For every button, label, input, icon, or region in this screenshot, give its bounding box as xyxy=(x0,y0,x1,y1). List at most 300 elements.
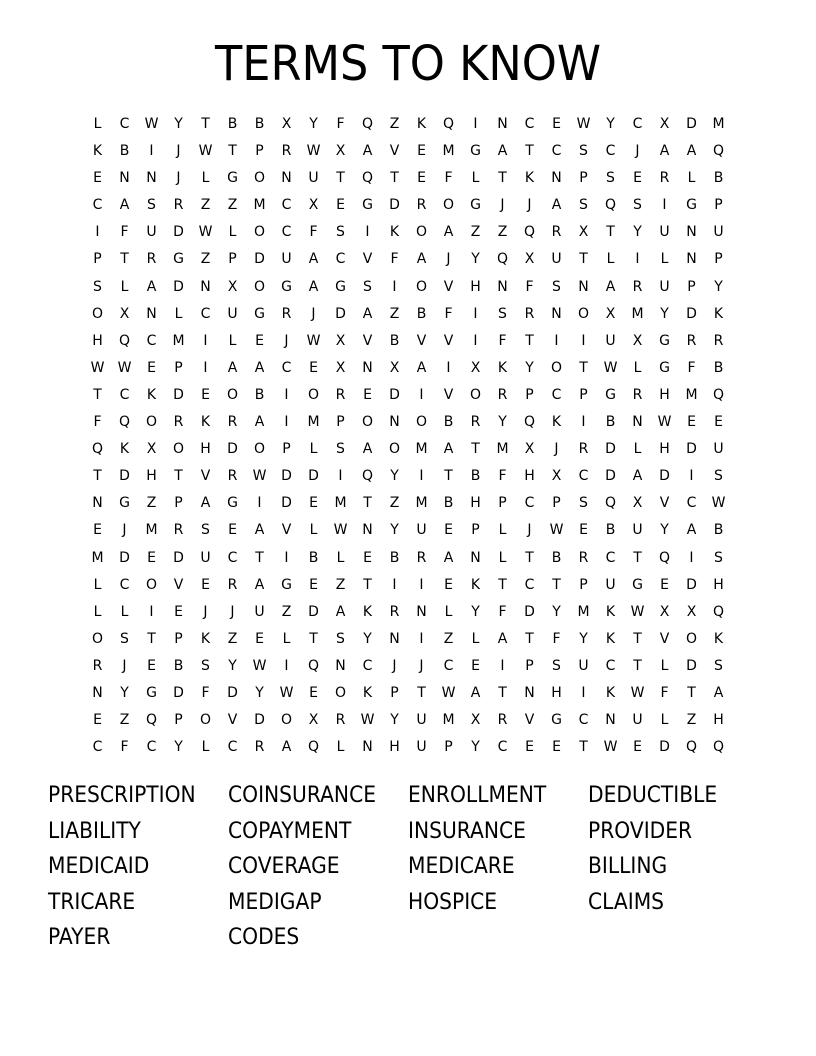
grid-letter[interactable]: B xyxy=(713,170,724,187)
grid-letter[interactable]: C xyxy=(362,657,373,674)
grid-letter[interactable]: J xyxy=(176,170,181,187)
grid-letter[interactable]: I xyxy=(338,468,343,485)
grid-letter[interactable]: N xyxy=(146,305,157,322)
grid-letter[interactable]: D xyxy=(389,197,400,214)
grid-letter[interactable]: L xyxy=(498,549,507,566)
grid-letter[interactable]: Y xyxy=(552,603,561,620)
grid-letter[interactable]: F xyxy=(498,332,507,349)
grid-letter[interactable]: K xyxy=(605,603,616,620)
grid-letter[interactable]: I xyxy=(149,603,154,620)
grid-letter[interactable]: J xyxy=(122,522,127,539)
grid-letter[interactable]: L xyxy=(120,278,129,295)
grid-letter[interactable]: H xyxy=(551,684,562,701)
grid-letter[interactable]: S xyxy=(714,657,723,674)
grid-letter[interactable]: U xyxy=(308,170,319,187)
grid-letter[interactable]: E xyxy=(147,549,156,566)
grid-letter[interactable]: N xyxy=(362,522,373,539)
grid-letter[interactable]: G xyxy=(281,576,292,593)
grid-letter[interactable]: Y xyxy=(174,739,183,756)
grid-letter[interactable]: D xyxy=(254,251,265,268)
grid-letter[interactable]: A xyxy=(497,143,508,160)
grid-letter[interactable]: D xyxy=(173,684,184,701)
grid-letter[interactable]: M xyxy=(172,332,185,349)
grid-letter[interactable]: M xyxy=(712,116,725,132)
grid-letter[interactable]: D xyxy=(335,305,346,322)
grid-letter[interactable]: N xyxy=(200,278,211,295)
grid-letter[interactable]: X xyxy=(551,468,562,485)
grid-letter[interactable]: O xyxy=(145,576,158,593)
grid-letter[interactable]: T xyxy=(147,630,156,647)
grid-letter[interactable]: S xyxy=(579,495,588,512)
grid-letter[interactable]: P xyxy=(255,143,264,160)
grid-letter[interactable]: F xyxy=(93,414,102,431)
grid-letter[interactable]: U xyxy=(713,224,724,241)
grid-letter[interactable]: D xyxy=(173,278,184,295)
grid-letter[interactable]: Y xyxy=(714,278,723,295)
grid-letter[interactable]: A xyxy=(659,143,670,160)
grid-letter[interactable]: X xyxy=(389,359,400,376)
grid-letter[interactable]: T xyxy=(498,576,507,593)
grid-letter[interactable]: U xyxy=(632,712,643,729)
grid-letter[interactable]: T xyxy=(525,549,534,566)
grid-letter[interactable]: X xyxy=(578,224,589,241)
grid-letter[interactable]: S xyxy=(147,197,156,214)
grid-letter[interactable]: M xyxy=(415,441,428,458)
grid-letter[interactable]: Y xyxy=(579,630,588,647)
grid-letter[interactable]: O xyxy=(685,630,698,647)
grid-letter[interactable]: X xyxy=(146,441,157,458)
grid-letter[interactable]: I xyxy=(419,386,424,403)
grid-letter[interactable]: D xyxy=(308,468,319,485)
grid-letter[interactable]: M xyxy=(496,441,509,458)
grid-letter[interactable]: U xyxy=(632,522,643,539)
grid-letter[interactable]: V xyxy=(281,522,292,539)
grid-letter[interactable]: G xyxy=(659,359,670,376)
grid-letter[interactable]: B xyxy=(470,468,481,485)
grid-letter[interactable]: L xyxy=(660,657,669,674)
grid-letter[interactable]: Q xyxy=(145,712,158,729)
grid-letter[interactable]: G xyxy=(632,576,643,593)
grid-letter[interactable]: B xyxy=(443,495,454,512)
grid-letter[interactable]: E xyxy=(417,143,426,160)
grid-letter[interactable]: Y xyxy=(174,116,183,132)
grid-letter[interactable]: Q xyxy=(712,603,725,620)
grid-letter[interactable]: C xyxy=(551,386,562,403)
grid-letter[interactable]: J xyxy=(554,441,559,458)
grid-letter[interactable]: N xyxy=(92,684,103,701)
grid-letter[interactable]: L xyxy=(633,441,642,458)
grid-letter[interactable]: D xyxy=(686,576,697,593)
grid-letter[interactable]: T xyxy=(174,468,183,485)
grid-letter[interactable]: L xyxy=(309,441,318,458)
grid-letter[interactable]: P xyxy=(282,441,291,458)
grid-letter[interactable]: E xyxy=(255,332,264,349)
grid-letter[interactable]: N xyxy=(362,359,373,376)
grid-letter[interactable]: C xyxy=(119,386,130,403)
grid-letter[interactable]: I xyxy=(689,468,694,485)
grid-letter[interactable]: D xyxy=(281,468,292,485)
grid-letter[interactable]: I xyxy=(365,224,370,241)
grid-letter[interactable]: O xyxy=(388,441,401,458)
grid-letter[interactable]: A xyxy=(335,603,346,620)
grid-letter[interactable]: Y xyxy=(660,522,669,539)
grid-letter[interactable]: R xyxy=(659,170,670,187)
grid-letter[interactable]: I xyxy=(419,468,424,485)
grid-letter[interactable]: Q xyxy=(118,332,131,349)
grid-letter[interactable]: V xyxy=(227,712,238,729)
grid-letter[interactable]: O xyxy=(469,386,482,403)
grid-letter[interactable]: B xyxy=(254,386,265,403)
grid-letter[interactable]: Z xyxy=(335,576,346,593)
grid-letter[interactable]: N xyxy=(281,170,292,187)
grid-letter[interactable]: U xyxy=(605,332,616,349)
grid-letter[interactable]: X xyxy=(659,603,670,620)
grid-letter[interactable]: H xyxy=(713,712,724,729)
grid-letter[interactable]: Y xyxy=(390,468,399,485)
grid-letter[interactable]: Q xyxy=(658,549,671,566)
grid-letter[interactable]: N xyxy=(551,170,562,187)
grid-letter[interactable]: F xyxy=(444,170,453,187)
grid-letter[interactable]: K xyxy=(92,143,103,160)
grid-letter[interactable]: Y xyxy=(471,603,480,620)
grid-letter[interactable]: E xyxy=(201,576,210,593)
grid-letter[interactable]: I xyxy=(203,332,208,349)
grid-letter[interactable]: O xyxy=(253,224,266,241)
grid-letter[interactable]: T xyxy=(498,684,507,701)
grid-letter[interactable]: K xyxy=(551,414,562,431)
grid-letter[interactable]: T xyxy=(228,143,237,160)
grid-letter[interactable]: E xyxy=(525,739,534,756)
grid-letter[interactable]: J xyxy=(230,603,235,620)
grid-letter[interactable]: A xyxy=(254,576,265,593)
grid-letter[interactable]: W xyxy=(576,116,591,132)
grid-letter[interactable]: Z xyxy=(119,712,130,729)
grid-letter[interactable]: Z xyxy=(389,495,400,512)
grid-letter[interactable]: R xyxy=(281,143,292,160)
grid-letter[interactable]: T xyxy=(687,684,696,701)
grid-letter[interactable]: G xyxy=(227,170,238,187)
grid-letter[interactable]: S xyxy=(120,630,129,647)
grid-letter[interactable]: T xyxy=(633,657,642,674)
grid-letter[interactable]: A xyxy=(254,414,265,431)
grid-letter[interactable]: P xyxy=(687,278,696,295)
grid-letter[interactable]: Q xyxy=(361,170,374,187)
grid-letter[interactable]: C xyxy=(146,739,157,756)
grid-letter[interactable]: U xyxy=(281,251,292,268)
grid-letter[interactable]: C xyxy=(119,116,130,132)
grid-letter[interactable]: O xyxy=(415,278,428,295)
grid-letter[interactable]: C xyxy=(605,549,616,566)
grid-letter[interactable]: I xyxy=(95,224,100,241)
grid-letter[interactable]: M xyxy=(442,712,455,729)
grid-letter[interactable]: I xyxy=(284,386,289,403)
grid-letter[interactable]: N xyxy=(92,495,103,512)
grid-letter[interactable]: N xyxy=(497,278,508,295)
grid-letter[interactable]: R xyxy=(146,251,157,268)
grid-letter[interactable]: Y xyxy=(363,630,372,647)
grid-letter[interactable]: T xyxy=(471,441,480,458)
grid-letter[interactable]: A xyxy=(686,143,697,160)
grid-letter[interactable]: I xyxy=(635,251,640,268)
grid-letter[interactable]: N xyxy=(632,414,643,431)
grid-letter[interactable]: P xyxy=(579,386,588,403)
grid-letter[interactable]: X xyxy=(470,712,481,729)
grid-letter[interactable]: F xyxy=(201,684,210,701)
grid-letter[interactable]: E xyxy=(255,630,264,647)
grid-letter[interactable]: N xyxy=(524,684,535,701)
grid-letter[interactable]: R xyxy=(497,386,508,403)
grid-letter[interactable]: Y xyxy=(606,116,615,132)
grid-letter[interactable]: E xyxy=(552,739,561,756)
grid-letter[interactable]: Z xyxy=(200,251,211,268)
grid-letter[interactable]: A xyxy=(200,495,211,512)
grid-letter[interactable]: J xyxy=(527,522,532,539)
grid-letter[interactable]: G xyxy=(335,278,346,295)
grid-letter[interactable]: S xyxy=(93,278,102,295)
grid-letter[interactable]: Z xyxy=(497,224,508,241)
grid-letter[interactable]: O xyxy=(253,441,266,458)
grid-letter[interactable]: W xyxy=(198,143,213,160)
grid-letter[interactable]: D xyxy=(119,468,130,485)
grid-letter[interactable]: L xyxy=(471,170,480,187)
grid-letter[interactable]: H xyxy=(200,441,211,458)
grid-letter[interactable]: Y xyxy=(255,684,264,701)
grid-letter[interactable]: D xyxy=(605,468,616,485)
grid-letter[interactable]: I xyxy=(473,116,478,132)
grid-letter[interactable]: B xyxy=(254,116,265,132)
grid-letter[interactable]: T xyxy=(363,495,372,512)
grid-letter[interactable]: I xyxy=(689,549,694,566)
grid-letter[interactable]: R xyxy=(713,332,724,349)
grid-letter[interactable]: R xyxy=(173,197,184,214)
grid-letter[interactable]: L xyxy=(228,332,237,349)
grid-letter[interactable]: I xyxy=(149,143,154,160)
grid-letter[interactable]: K xyxy=(389,224,400,241)
grid-letter[interactable]: L xyxy=(633,359,642,376)
grid-letter[interactable]: W xyxy=(441,684,456,701)
grid-letter[interactable]: B xyxy=(416,305,427,322)
grid-letter[interactable]: P xyxy=(174,359,183,376)
grid-letter[interactable]: O xyxy=(253,278,266,295)
grid-letter[interactable]: X xyxy=(524,441,535,458)
grid-letter[interactable]: Q xyxy=(307,739,320,756)
grid-letter[interactable]: B xyxy=(443,414,454,431)
grid-letter[interactable]: W xyxy=(549,522,564,539)
grid-letter[interactable]: C xyxy=(524,495,535,512)
grid-letter[interactable]: B xyxy=(389,549,400,566)
grid-letter[interactable]: U xyxy=(146,224,157,241)
grid-letter[interactable]: N xyxy=(686,224,697,241)
grid-letter[interactable]: C xyxy=(524,576,535,593)
grid-letter[interactable]: B xyxy=(389,332,400,349)
grid-letter[interactable]: W xyxy=(711,495,726,512)
grid-letter[interactable]: U xyxy=(713,441,724,458)
grid-letter[interactable]: U xyxy=(227,305,238,322)
grid-letter[interactable]: P xyxy=(228,251,237,268)
grid-letter[interactable]: W xyxy=(603,359,618,376)
grid-letter[interactable]: E xyxy=(471,657,480,674)
grid-letter[interactable]: V xyxy=(443,332,454,349)
grid-letter[interactable]: E xyxy=(174,603,183,620)
grid-letter[interactable]: D xyxy=(659,739,670,756)
grid-letter[interactable]: N xyxy=(416,603,427,620)
grid-letter[interactable]: K xyxy=(362,684,373,701)
grid-letter[interactable]: P xyxy=(579,170,588,187)
grid-letter[interactable]: M xyxy=(442,143,455,160)
grid-letter[interactable]: L xyxy=(660,251,669,268)
grid-letter[interactable]: K xyxy=(200,414,211,431)
grid-letter[interactable]: V xyxy=(362,251,373,268)
grid-letter[interactable]: A xyxy=(443,441,454,458)
grid-letter[interactable]: E xyxy=(444,576,453,593)
grid-letter[interactable]: Q xyxy=(604,495,617,512)
grid-letter[interactable]: O xyxy=(415,414,428,431)
grid-letter[interactable]: Q xyxy=(604,197,617,214)
grid-letter[interactable]: C xyxy=(281,224,292,241)
grid-letter[interactable]: E xyxy=(336,197,345,214)
grid-letter[interactable]: G xyxy=(254,305,265,322)
grid-letter[interactable]: J xyxy=(446,251,451,268)
grid-letter[interactable]: B xyxy=(713,522,724,539)
grid-letter[interactable]: L xyxy=(498,522,507,539)
grid-letter[interactable]: T xyxy=(120,251,129,268)
grid-letter[interactable]: W xyxy=(306,143,321,160)
grid-letter[interactable]: Z xyxy=(200,197,211,214)
grid-letter[interactable]: R xyxy=(173,522,184,539)
grid-letter[interactable]: P xyxy=(444,739,453,756)
grid-letter[interactable]: R xyxy=(227,576,238,593)
grid-letter[interactable]: R xyxy=(281,305,292,322)
grid-letter[interactable]: W xyxy=(360,712,375,729)
grid-letter[interactable]: J xyxy=(122,657,127,674)
grid-letter[interactable]: C xyxy=(632,116,643,132)
grid-letter[interactable]: G xyxy=(470,197,481,214)
grid-letter[interactable]: S xyxy=(606,170,615,187)
grid-letter[interactable]: S xyxy=(336,224,345,241)
grid-letter[interactable]: C xyxy=(92,739,103,756)
grid-letter[interactable]: I xyxy=(203,359,208,376)
grid-letter[interactable]: G xyxy=(119,495,130,512)
grid-letter[interactable]: X xyxy=(335,359,346,376)
grid-letter[interactable]: Y xyxy=(390,522,399,539)
grid-letter[interactable]: W xyxy=(630,603,645,620)
grid-letter[interactable]: C xyxy=(524,116,535,132)
grid-letter[interactable]: S xyxy=(201,657,210,674)
grid-letter[interactable]: G xyxy=(146,684,157,701)
grid-letter[interactable]: Y xyxy=(309,116,318,132)
grid-letter[interactable]: S xyxy=(552,657,561,674)
grid-letter[interactable]: L xyxy=(606,251,615,268)
grid-letter[interactable]: D xyxy=(281,495,292,512)
grid-letter[interactable]: E xyxy=(363,386,372,403)
grid-letter[interactable]: X xyxy=(524,251,535,268)
grid-letter[interactable]: I xyxy=(473,332,478,349)
grid-letter[interactable]: O xyxy=(226,386,239,403)
grid-letter[interactable]: N xyxy=(605,712,616,729)
grid-letter[interactable]: J xyxy=(203,603,208,620)
grid-letter[interactable]: M xyxy=(577,603,590,620)
grid-letter[interactable]: R xyxy=(632,386,643,403)
grid-letter[interactable]: E xyxy=(309,359,318,376)
grid-letter[interactable]: W xyxy=(279,684,294,701)
grid-letter[interactable]: Z xyxy=(281,603,292,620)
grid-letter[interactable]: G xyxy=(281,278,292,295)
grid-letter[interactable]: T xyxy=(417,684,426,701)
grid-letter[interactable]: Y xyxy=(228,657,237,674)
grid-letter[interactable]: S xyxy=(363,278,372,295)
grid-letter[interactable]: R xyxy=(578,441,589,458)
grid-letter[interactable]: C xyxy=(227,739,238,756)
grid-letter[interactable]: N xyxy=(335,657,346,674)
grid-letter[interactable]: M xyxy=(631,305,644,322)
grid-letter[interactable]: A xyxy=(308,251,319,268)
grid-letter[interactable]: F xyxy=(660,684,669,701)
grid-letter[interactable]: N xyxy=(389,414,400,431)
grid-letter[interactable]: P xyxy=(552,495,561,512)
grid-letter[interactable]: C xyxy=(551,143,562,160)
grid-letter[interactable]: T xyxy=(525,332,534,349)
grid-letter[interactable]: A xyxy=(308,278,319,295)
grid-letter[interactable]: A xyxy=(281,739,292,756)
grid-letter[interactable]: F xyxy=(525,278,534,295)
grid-letter[interactable]: K xyxy=(524,170,535,187)
grid-letter[interactable]: X xyxy=(227,278,238,295)
letter-grid[interactable] xyxy=(84,114,732,764)
grid-letter[interactable]: W xyxy=(198,224,213,241)
grid-letter[interactable]: U xyxy=(254,603,265,620)
grid-letter[interactable]: H xyxy=(470,278,481,295)
grid-letter[interactable]: N xyxy=(362,739,373,756)
grid-letter[interactable]: F xyxy=(390,251,399,268)
grid-letter[interactable]: S xyxy=(579,197,588,214)
grid-letter[interactable]: A xyxy=(362,143,373,160)
grid-letter[interactable]: Y xyxy=(498,414,507,431)
grid-letter[interactable]: T xyxy=(579,739,588,756)
grid-letter[interactable]: V xyxy=(659,630,670,647)
grid-letter[interactable]: K xyxy=(119,441,130,458)
grid-letter[interactable]: F xyxy=(498,468,507,485)
grid-letter[interactable]: S xyxy=(336,630,345,647)
grid-letter[interactable]: T xyxy=(390,170,399,187)
grid-letter[interactable]: A xyxy=(254,522,265,539)
grid-letter[interactable]: B xyxy=(713,359,724,376)
grid-letter[interactable]: P xyxy=(471,522,480,539)
grid-letter[interactable]: I xyxy=(581,684,586,701)
grid-letter[interactable]: T xyxy=(93,468,102,485)
grid-letter[interactable]: Q xyxy=(712,386,725,403)
grid-letter[interactable]: E xyxy=(552,116,561,132)
grid-letter[interactable]: D xyxy=(227,441,238,458)
grid-letter[interactable]: I xyxy=(284,549,289,566)
grid-letter[interactable]: I xyxy=(392,278,397,295)
grid-letter[interactable]: E xyxy=(309,576,318,593)
grid-letter[interactable]: D xyxy=(686,441,697,458)
grid-letter[interactable]: E xyxy=(417,170,426,187)
grid-letter[interactable]: X xyxy=(335,143,346,160)
grid-letter[interactable]: V xyxy=(173,576,184,593)
grid-letter[interactable]: L xyxy=(93,116,102,132)
grid-letter[interactable]: F xyxy=(444,305,453,322)
grid-letter[interactable]: G xyxy=(605,386,616,403)
grid-letter[interactable]: I xyxy=(392,576,397,593)
grid-letter[interactable]: R xyxy=(470,414,481,431)
grid-letter[interactable]: V xyxy=(524,712,535,729)
grid-letter[interactable]: Q xyxy=(118,414,131,431)
grid-letter[interactable]: T xyxy=(309,630,318,647)
grid-letter[interactable]: N xyxy=(119,170,130,187)
grid-letter[interactable]: Q xyxy=(523,414,536,431)
grid-letter[interactable]: E xyxy=(93,522,102,539)
